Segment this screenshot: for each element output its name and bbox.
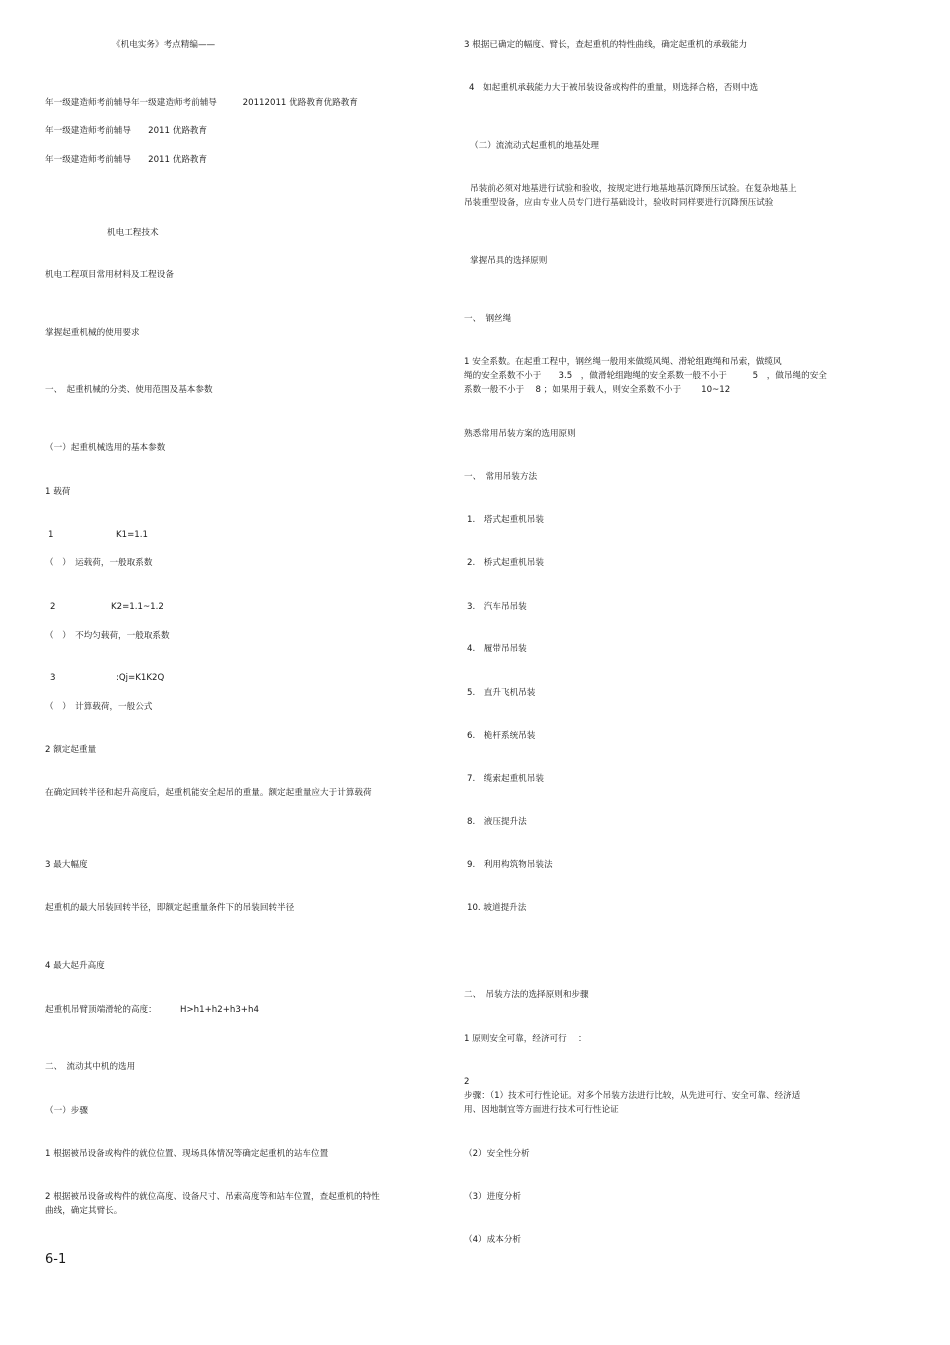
body-text: 2 根据被吊设备或构件的就位高度、设备尺寸、吊索高度等和站车位置，查起重机的特性曲线，确定其臂长。 xyxy=(45,1192,380,1216)
body-text: 3 根据已确定的幅度、臂长，查起重机的特性曲线，确定起重机的承载能力 xyxy=(464,40,748,50)
topic-heading: 熟悉常用吊装方案的选用原则 xyxy=(464,429,576,439)
body-text: 在确定回转半径和起升高度后，起重机能安全起吊的重量。额定起重量应大于计算载荷 xyxy=(45,788,372,798)
body-text: 1 安全系数。在起重工程中，钢丝绳一般用来做缆风绳、滑轮组跑绳和吊索，做缆风 xyxy=(464,357,782,367)
item-heading: 2 额定起重量 xyxy=(45,745,97,755)
formula: K2=1.1~1.2 xyxy=(111,602,164,612)
body-text: （ ） 计算载荷，一般公式 xyxy=(45,702,153,712)
list-item: 2. 桥式起重机吊装 xyxy=(467,558,544,568)
subsection-heading: 一、 起重机械的分类、使用范围及基本参数 xyxy=(45,385,213,395)
subsection-heading: 二、 吊装方法的选择原则和步骤 xyxy=(464,990,589,1000)
page-number: 6-1 xyxy=(45,1252,67,1267)
list-item: （4）成本分析 xyxy=(464,1235,522,1245)
formula: H>h1+h2+h3+h4 xyxy=(180,1005,259,1015)
header-line: 年一级建造师考前辅导年一级建造师考前辅导 20112011 优路教育优路教育 xyxy=(45,98,358,108)
item-heading: 3 最大幅度 xyxy=(45,860,88,870)
list-item: 3. 汽车吊吊装 xyxy=(467,602,527,612)
subsection-heading: 一、 常用吊装方法 xyxy=(464,472,538,482)
document-title: 《机电实务》考点精编—— xyxy=(112,40,216,50)
list-item: 5. 直升飞机吊装 xyxy=(467,688,536,698)
formula: K1=1.1 xyxy=(116,530,148,540)
list-item: 6. 桅杆系统吊装 xyxy=(467,731,536,741)
header-line: 年一级建造师考前辅导 2011 优路教育 xyxy=(45,126,208,136)
list-number: 1 xyxy=(48,530,54,540)
body-text: 1 根据被吊设备或构件的就位位置、现场具体情况等确定起重机的站车位置 xyxy=(45,1149,329,1159)
formula: :Qj=K1K2Q xyxy=(116,673,165,683)
subsection-heading: （一）步骤 xyxy=(45,1106,88,1116)
body-text: 起重机吊臂顶端滑轮的高度： xyxy=(45,1005,157,1015)
body-text: 步骤：（1）技术可行性论证。对多个吊装方法进行比较，从先进可行、安全可靠、经济适用、因地制宜等方面进行技术可行性论证 xyxy=(464,1091,801,1115)
subsection-heading: （二）流流动式起重机的地基处理 xyxy=(470,141,599,151)
list-item: （3）进度分析 xyxy=(464,1192,522,1202)
body-text: （ ） 不均匀载荷，一般取系数 xyxy=(45,631,170,641)
item-heading: 1 载荷 xyxy=(45,487,71,497)
body-text: （ ） 运载荷，一般取系数 xyxy=(45,558,153,568)
list-number: 2 xyxy=(464,1077,470,1087)
subsection-heading: 二、 流动其中机的选用 xyxy=(45,1062,136,1072)
section-heading: 机电工程技术 xyxy=(107,228,159,238)
list-item: （2）安全性分析 xyxy=(464,1149,530,1159)
body-text: 绳的安全系数不小于 3.5 ，做滑轮组跑绳的安全系数一般不小于 5 ，做吊绳的安全 xyxy=(464,371,827,381)
topic-heading: 掌握吊具的选择原则 xyxy=(470,256,548,266)
header-line: 年一级建造师考前辅导 2011 优路教育 xyxy=(45,155,208,165)
list-item: 8. 液压提升法 xyxy=(467,817,527,827)
subsection-heading: 一、 钢丝绳 xyxy=(464,314,512,324)
list-item: 4. 履带吊吊装 xyxy=(467,644,527,654)
body-text: 1 原则安全可靠，经济可行 ： xyxy=(464,1034,587,1044)
chapter-heading: 机电工程项目常用材料及工程设备 xyxy=(45,270,174,280)
list-item: 1. 塔式起重机吊装 xyxy=(467,515,544,525)
list-item: 9. 利用构筑物吊装法 xyxy=(467,860,553,870)
body-text: 4 如起重机承载能力大于被吊装设备或构件的重量，则选择合格，否则中选 xyxy=(469,83,759,93)
body-text: 系数一般不小于 8 ；如果用于载人，则安全系数不小于 10~12 xyxy=(464,385,731,395)
list-item: 10. 坡道提升法 xyxy=(467,903,527,913)
body-text: 吊装前必须对地基进行试验和验收，按规定进行地基地基沉降预压试验。在复杂地基上吊装重型设备，应由专业人员专门进行基础设计，验收时同样要进行沉降预压试验 xyxy=(464,184,797,208)
topic-heading: 掌握起重机械的使用要求 xyxy=(45,328,140,338)
body-text: 起重机的最大吊装回转半径，即额定起重量条件下的吊装回转半径 xyxy=(45,903,295,913)
item-heading: 4 最大起升高度 xyxy=(45,961,105,971)
list-number: 2 xyxy=(50,602,56,612)
list-number: 3 xyxy=(50,673,56,683)
list-item: 7. 缆索起重机吊装 xyxy=(467,774,544,784)
subsection-heading: （一）起重机械选用的基本参数 xyxy=(45,443,166,453)
